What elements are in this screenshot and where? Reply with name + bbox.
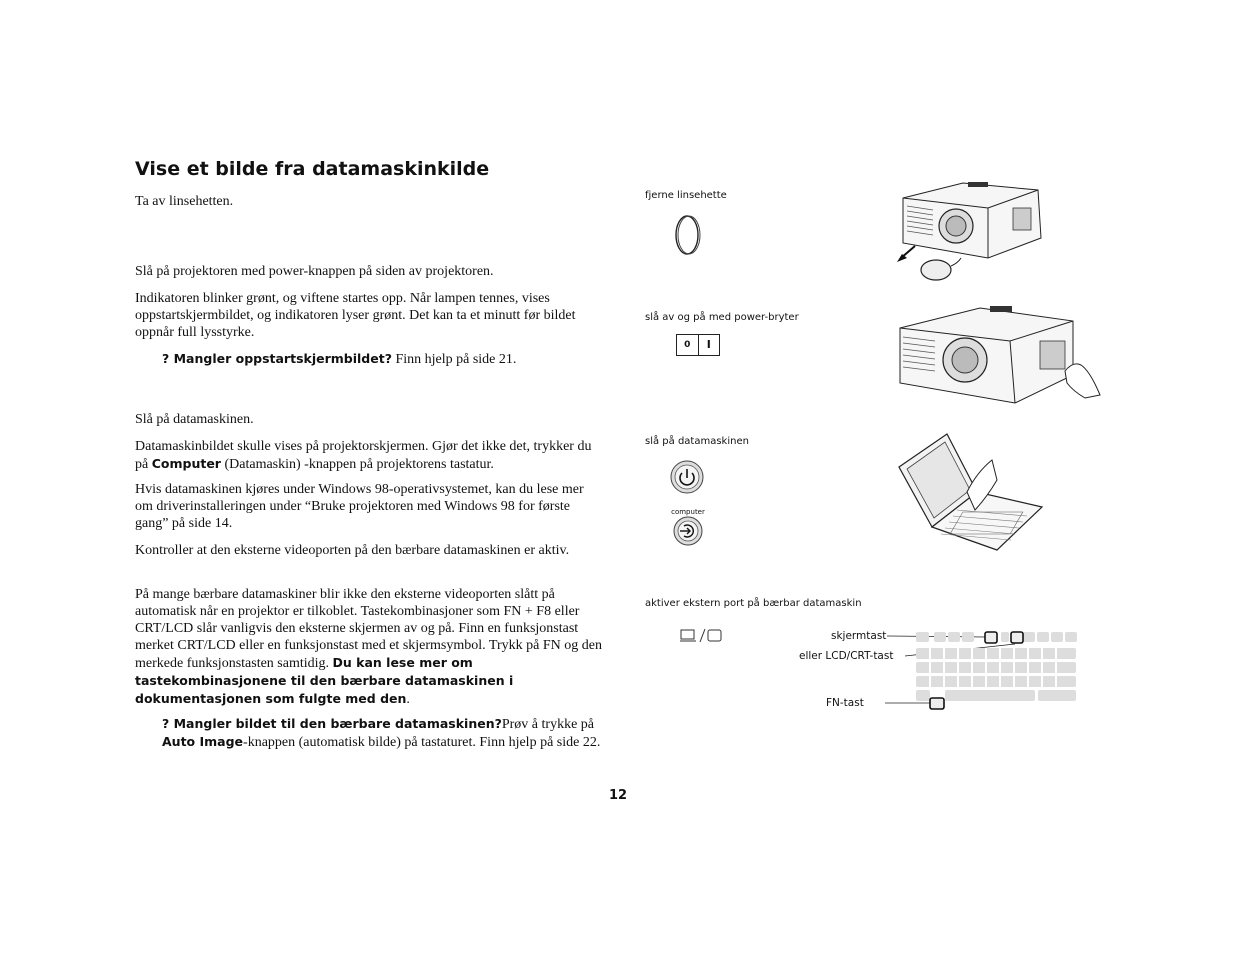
- power-switch-icon: [676, 334, 720, 356]
- computer-button-text-b: (Datamaskin) -knappen på projektorens tastatur.: [220, 457, 494, 472]
- laptop-illustration: [897, 432, 1057, 552]
- label-screen-key: skjermtast: [831, 630, 887, 642]
- page-title: Vise et bilde fra datamaskinkilde: [135, 158, 490, 180]
- paragraph-key-combinations: [135, 586, 605, 708]
- step-remove-lens-cap: Ta av linsehetten.: [135, 194, 234, 209]
- tip-startup-screen: [162, 350, 602, 368]
- projector-power-illustration: [895, 303, 1105, 408]
- caption-computer-on: slå på datamaskinen: [645, 436, 749, 447]
- caption-remove-lens-cap: fjerne linsehette: [645, 190, 727, 201]
- computer-button-icon: [672, 516, 704, 546]
- tip-laptop-text-a: Prøv å trykke på: [501, 717, 595, 732]
- key-combinations-end: .: [406, 692, 410, 707]
- crt-lcd-symbol-icon: [680, 628, 726, 644]
- step-power-on: Slå på projektoren med power-knappen på siden av projektoren.: [135, 264, 494, 279]
- power-button-icon: [670, 460, 704, 494]
- tip-laptop-image: [162, 715, 602, 751]
- paragraph-check-port: Kontroller at den eksterne videoporten på den bærbare datamaskinen er aktiv.: [135, 543, 570, 558]
- keyboard-diagram: [885, 628, 1095, 714]
- power-switch-on: I: [706, 338, 711, 351]
- paragraph-indicator: Indikatoren blinker grønt, og viftene startes opp. Når lampen tennes, vises oppstartskjermbildet, og indikatoren lyser grønt. Det kan ta et minutt før bildet oppnår full lysstyrke.: [135, 291, 576, 340]
- caption-power-switch: slå av og på med power-bryter: [645, 312, 799, 323]
- tip-laptop-text-b: -knappen (automatisk bilde) på tastaturet. Finn hjelp på side 22.: [243, 735, 601, 750]
- caption-external-port: aktiver ekstern port på bærbar datamaskin: [645, 598, 862, 609]
- paragraph-windows98: Hvis datamaskinen kjøres under Windows 98-operativsystemet, kan du lese mer om driverinstalleringen under “Bruke projektoren med Windows 98 for første gang” på side 14.: [135, 482, 584, 531]
- page-number: 12: [609, 788, 628, 803]
- tip-startup-question: ? Mangler oppstartskjermbildet?: [162, 351, 392, 366]
- key-combinations-text: På mange bærbare datamaskiner blir ikke den eksterne videoporten slått på automatisk når en projektor er tilkoblet. Tastekombinasjoner som FN + F8 eller CRT/LCD slår vanligvis den eksterne skjermen av og på. Finn en funksjonstast merket CRT/LCD eller en funksjonstast med et skjermsymbol. Trykk på FN og den merkede funksjonstasten samtidig.: [135, 587, 602, 671]
- computer-button-label: computer: [671, 508, 705, 516]
- step-computer-on: Slå på datamaskinen.: [135, 412, 254, 427]
- computer-button-text-a: Datamaskinbildet skulle vises på projektorskjermen. Gjør det ikke det, trykker du på: [135, 439, 592, 472]
- label-lcd-crt-key: eller LCD/CRT-tast: [799, 650, 894, 662]
- tip-startup-answer: Finn hjelp på side 21.: [391, 352, 517, 367]
- paragraph-computer-button: [135, 438, 605, 473]
- lens-cap-icon: [672, 213, 704, 257]
- projector-lens-cap-illustration: [893, 178, 1053, 288]
- label-fn-key: FN-tast: [826, 697, 864, 709]
- key-combinations-bold: Du kan lese mer om tastekombinasjonene til den bærbare datamaskinen i dokumentasjonen som fulgte med den: [135, 655, 514, 706]
- tip-laptop-question: ? Mangler bildet til den bærbare datamaskinen?: [162, 716, 502, 731]
- auto-image-name: Auto Image: [162, 734, 244, 749]
- computer-button-name: Computer: [151, 456, 221, 471]
- power-switch-off: 0: [677, 335, 699, 355]
